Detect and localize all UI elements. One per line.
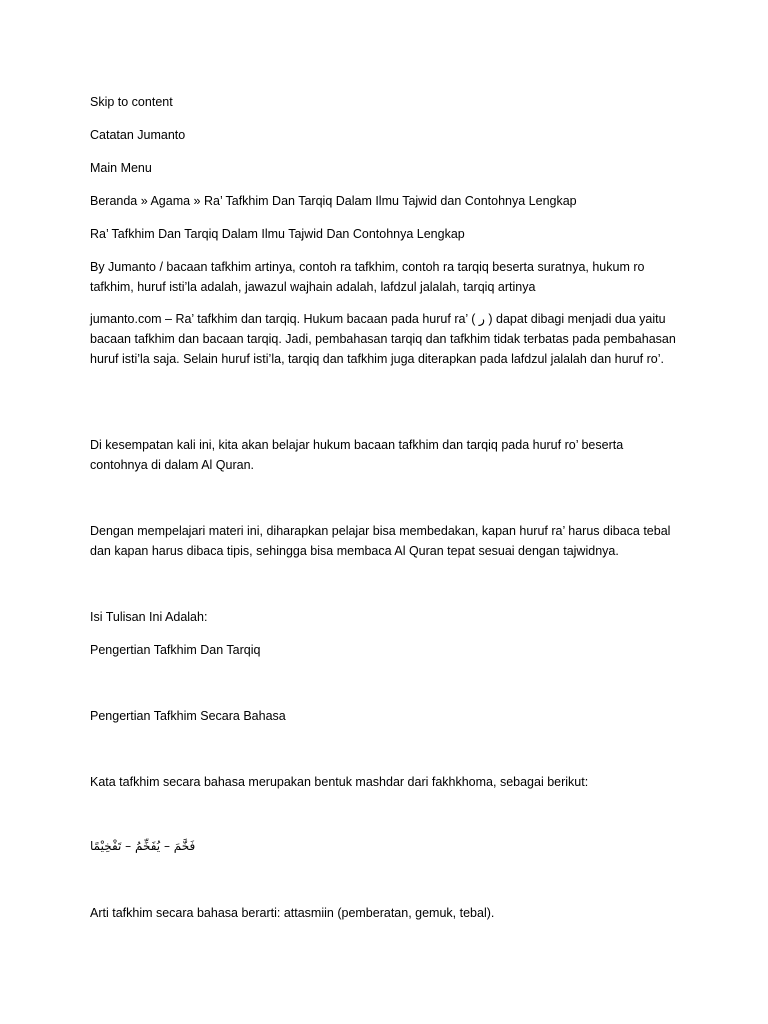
site-title[interactable]: Catatan Jumanto <box>90 128 186 142</box>
arabic-text: فَخَّمَ – يُفَخِّمُ – تَفْخِيْمًا <box>90 839 196 853</box>
paragraph-2: Di kesempatan kali ini, kita akan belajar hukum bacaan tafkhim dan tarqiq pada huruf ro’ beserta contohnya di dalam Al Quran. <box>90 438 624 472</box>
breadcrumb[interactable]: Beranda » Agama » Ra’ Tafkhim Dan Tarqiq Dalam Ilmu Tajwid dan Contohnya Lengkap <box>90 194 577 208</box>
skip-to-content-link[interactable]: Skip to content <box>90 95 173 109</box>
intro-paragraph: jumanto.com – Ra’ tafkhim dan tarqiq. Hukum bacaan pada huruf ra’ ( ر ) dapat dibagi menjadi dua yaitu bacaan tafkhim dan bacaan tarqiq. Jadi, pembahasan tarqiq dan tafkhim tidak terbatas pada pembahasan huruf isti’la saja. Selain huruf isti’la, tarqiq dan tafkhim juga diterapkan pada lafdzul jalalah dan huruf ro’. <box>90 312 676 366</box>
paragraph-5: Arti tafkhim secara bahasa berarti: attasmiin (pemberatan, gemuk, tebal). <box>90 906 495 920</box>
toc-item-1[interactable]: Pengertian Tafkhim Dan Tarqiq <box>90 643 261 657</box>
paragraph-3: Dengan mempelajari materi ini, diharapkan pelajar bisa membedakan, kapan huruf ra’ harus dibaca tebal dan kapan harus dibaca tipis, sehingga bisa membaca Al Quran tepat sesuai dengan tajwidnya. <box>90 524 671 558</box>
post-title: Ra’ Tafkhim Dan Tarqiq Dalam Ilmu Tajwid Dan Contohnya Lengkap <box>90 227 465 241</box>
toc-heading: Isi Tulisan Ini Adalah: <box>90 610 208 624</box>
post-meta[interactable]: By Jumanto / bacaan tafkhim artinya, contoh ra tafkhim, contoh ra tarqiq beserta suratnya, hukum ro tafkhim, huruf isti’la adalah, jawazul wajhain adalah, lafdzul jalalah, tarqiq artinya <box>90 260 645 294</box>
section-heading: Pengertian Tafkhim Secara Bahasa <box>90 709 286 723</box>
main-menu-label[interactable]: Main Menu <box>90 161 152 175</box>
paragraph-4: Kata tafkhim secara bahasa merupakan bentuk mashdar dari fakhkhoma, sebagai berikut: <box>90 775 589 789</box>
